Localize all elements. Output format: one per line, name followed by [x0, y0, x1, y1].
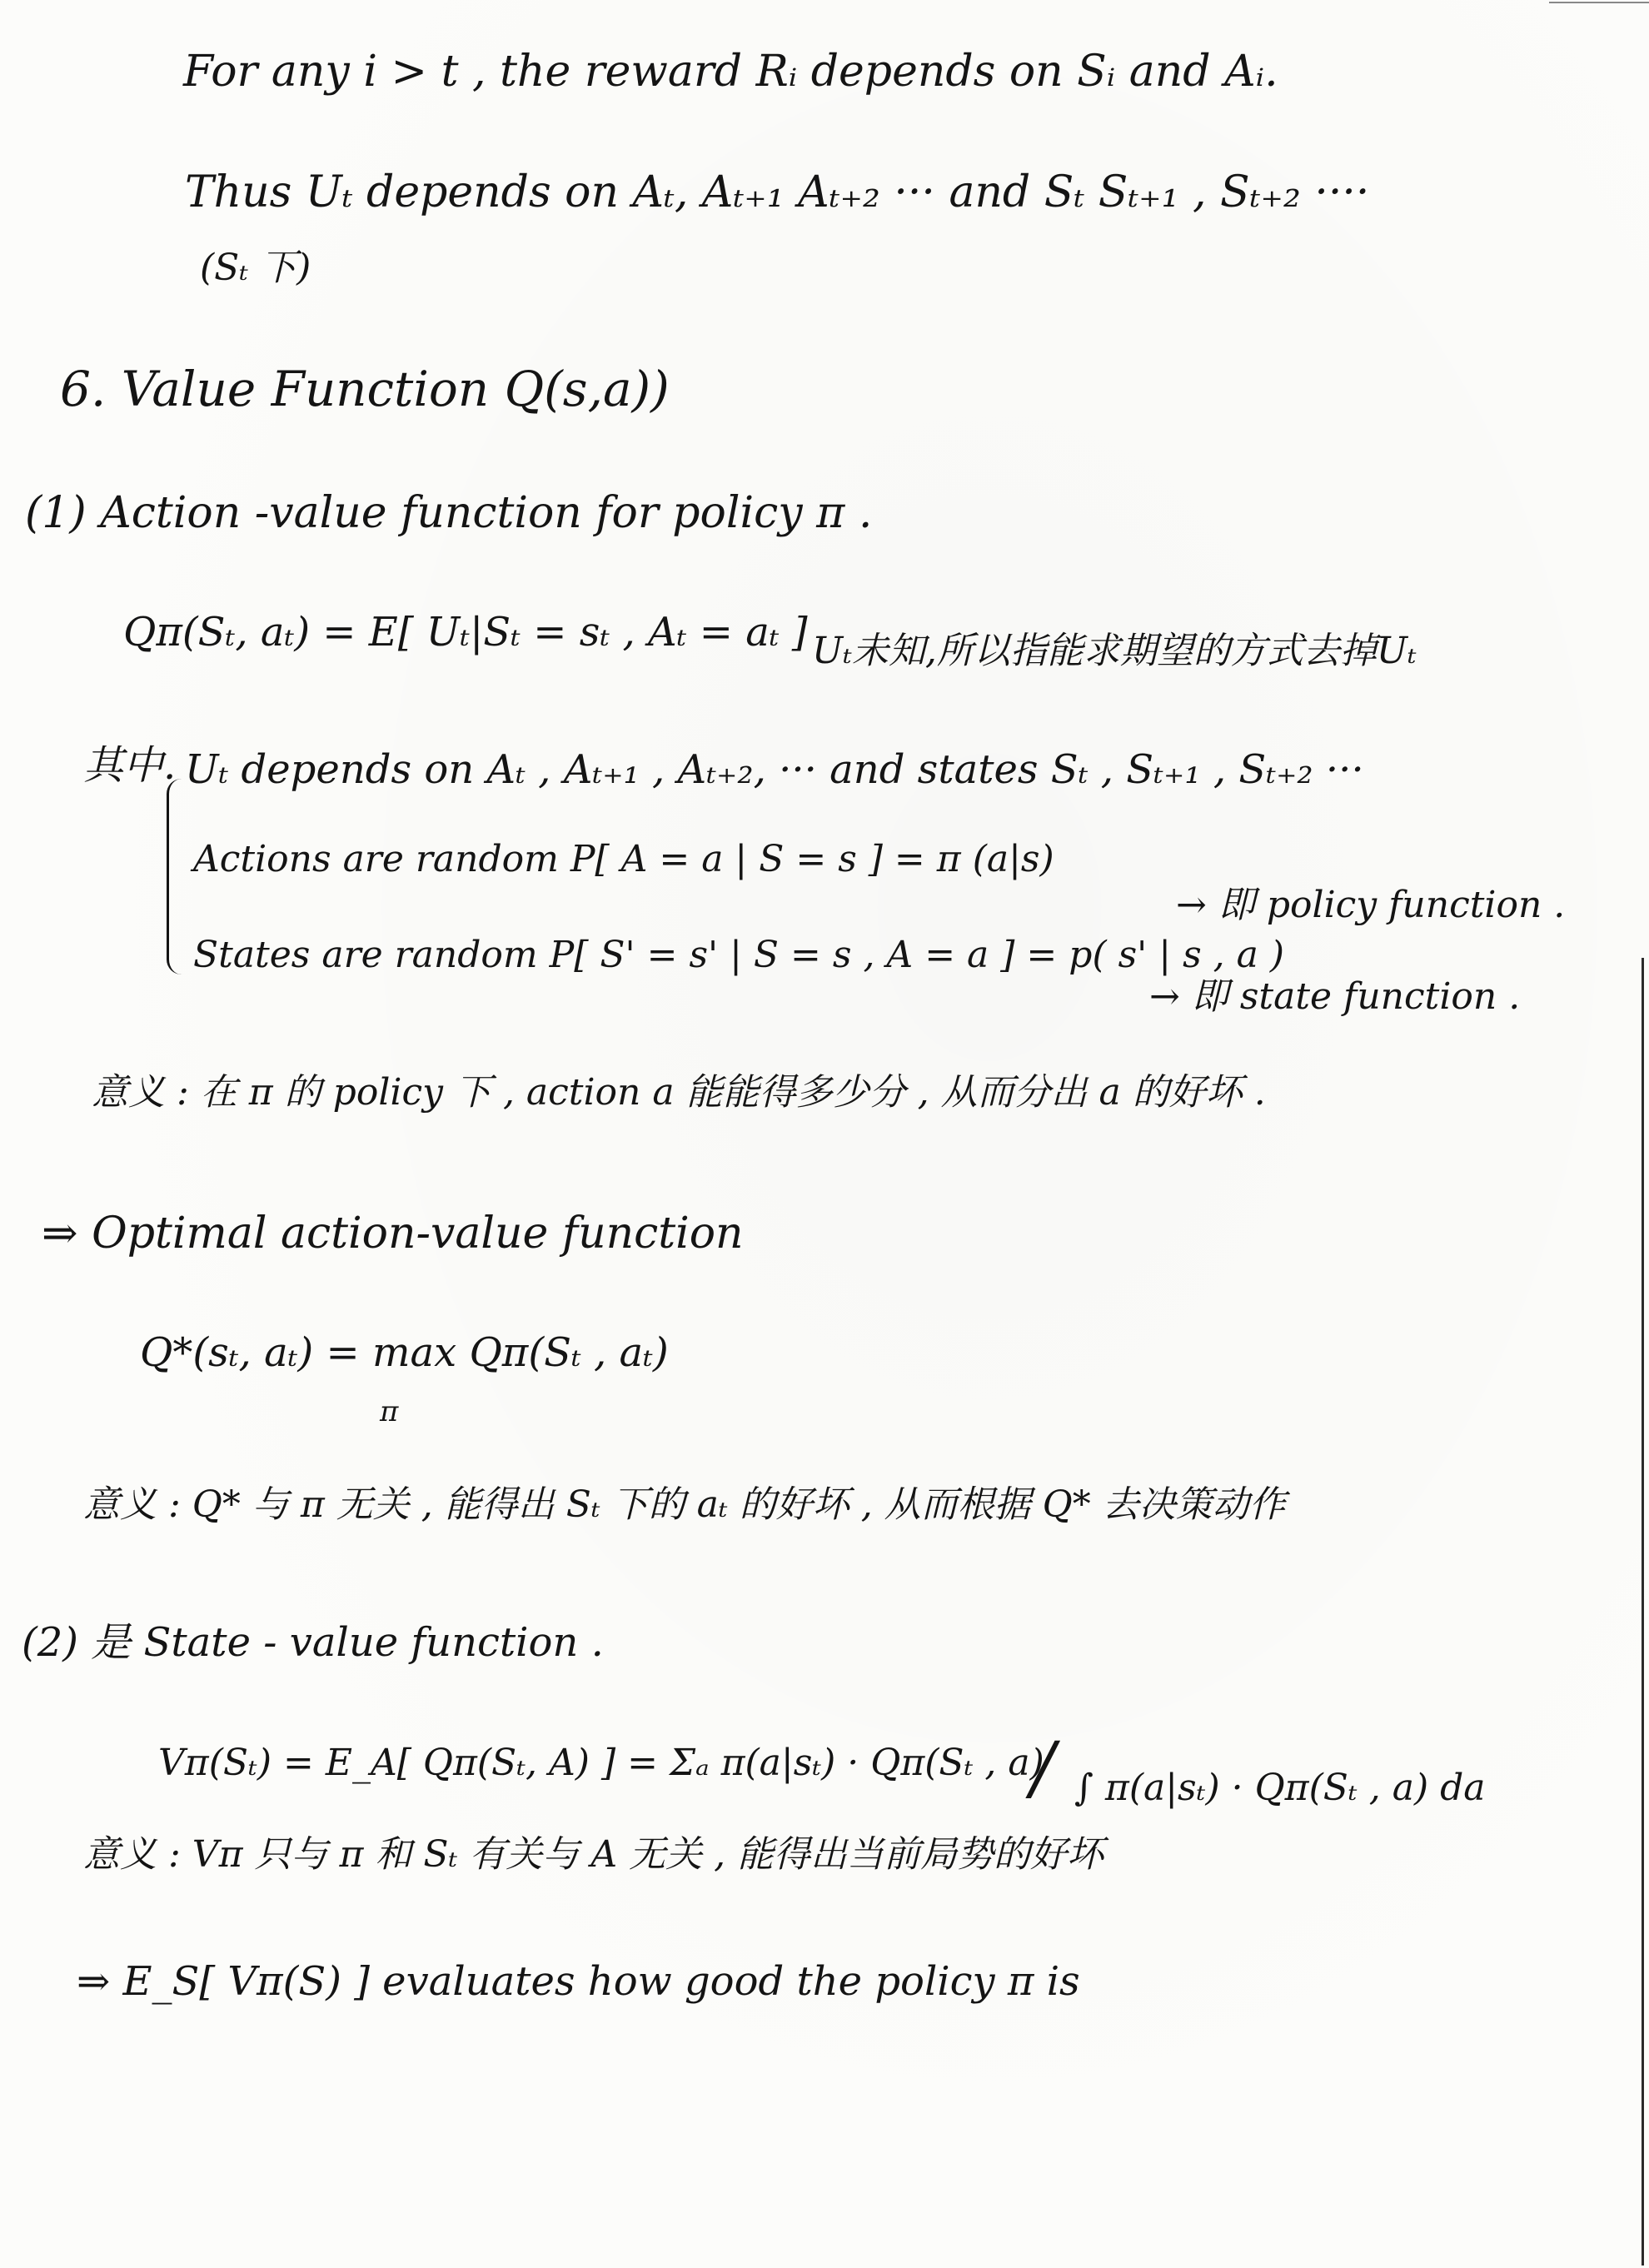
section-6-heading: 6. Value Function Q(s,a)): [60, 361, 670, 417]
page-top-edge: [1549, 2, 1649, 3]
subsection-1-heading: (1) Action -value function for policy π .: [25, 488, 873, 538]
meaning-line-3: 意义 : Vπ 只与 π 和 Sₜ 有关与 A 无关 , 能得出当前局势的好坏: [83, 1833, 1104, 1876]
page-right-edge: [1642, 958, 1644, 2266]
max-subscript: π: [380, 1395, 399, 1428]
return-dependency-note: (Sₜ 下): [200, 247, 311, 289]
action-value-note: Uₜ未知,所以指能求期望的方式去掉Uₜ: [812, 630, 1417, 672]
state-value-definition: Vπ(Sₜ) = E_A[ Qπ(Sₜ, A) ] = Σₐ π(a|sₜ) · Qπ(Sₜ , a): [158, 1742, 1044, 1784]
optimal-q-definition: Q*(sₜ, aₜ) = max Qπ(Sₜ , aₜ): [140, 1329, 669, 1376]
alternative-slash: /: [1031, 1727, 1055, 1808]
bracket-line-3: States are random P[ S' = s' | S = s , A = a ] = p( s' | s , a ): [193, 934, 1284, 976]
meaning-line-2: 意义 : Q* 与 π 无关 , 能得出 Sₜ 下的 aₜ 的好坏 , 从而根据 Q* 去决策动作: [83, 1483, 1286, 1526]
return-dependency-line: Thus Uₜ depends on Aₜ, Aₜ₊₁ Aₜ₊₂ ··· and Sₜ Sₜ₊₁ , Sₜ₊₂ ····: [185, 167, 1370, 217]
optimal-action-value-heading: ⇒ Optimal action-value function: [42, 1209, 744, 1259]
action-value-definition: Qπ(Sₜ, aₜ) = E[ Uₜ|Sₜ = sₜ , Aₜ = aₜ ]: [123, 609, 808, 655]
qizhong-label: 其中.: [83, 742, 177, 789]
bracket-line-1: Uₜ depends on Aₜ , Aₜ₊₁ , Aₜ₊₂, ··· and states Sₜ , Sₜ₊₁ , Sₜ₊₂ ···: [185, 746, 1364, 793]
reward-dependency-line: For any i > t , the reward Rᵢ depends on Sᵢ and Aᵢ.: [183, 47, 1278, 97]
bracket-brace: [167, 779, 186, 974]
policy-evaluation-line: ⇒ E_S[ Vπ(S) ] evaluates how good the policy π is: [77, 1958, 1080, 2005]
state-value-integral-form: ∫ π(a|sₜ) · Qπ(Sₜ , a) da: [1074, 1767, 1486, 1809]
bracket-line-2-right: → 即 policy function .: [1176, 884, 1566, 926]
subsection-2-heading: (2) 是 State - value function .: [22, 1619, 604, 1666]
bracket-line-3-right: → 即 state function .: [1149, 975, 1521, 1018]
bracket-line-2: Actions are random P[ A = a | S = s ] = π (a|s): [193, 838, 1054, 880]
meaning-line-1: 意义 : 在 π 的 policy 下 , action a 能能得多少分 , 从而分出 a 的好坏 .: [92, 1071, 1266, 1114]
